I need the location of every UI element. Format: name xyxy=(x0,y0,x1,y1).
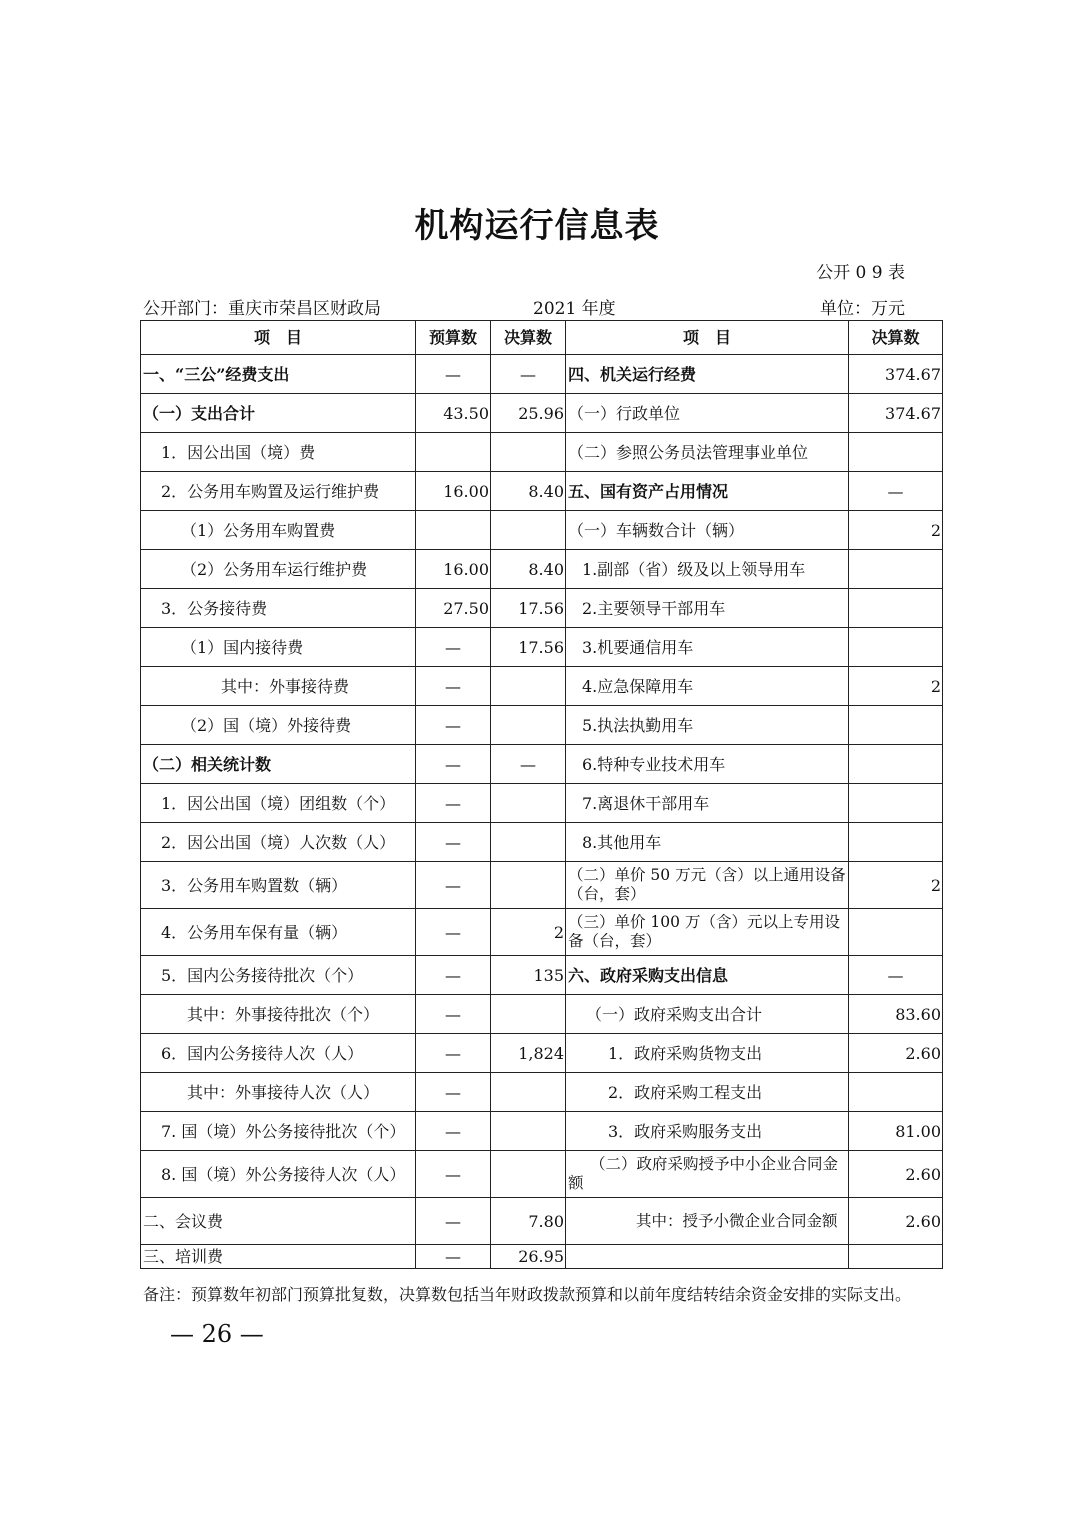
row-final: 17.56 xyxy=(491,628,566,667)
row-final: — xyxy=(491,745,566,784)
row-left-label: （2）公务用车运行维护费 xyxy=(141,550,416,589)
row-final xyxy=(491,1073,566,1112)
row-right-final: 2.60 xyxy=(849,1151,943,1198)
row-budget: — xyxy=(416,995,491,1034)
row-final xyxy=(491,706,566,745)
row-budget: — xyxy=(416,706,491,745)
row-right-final xyxy=(849,745,943,784)
row-final: 25.96 xyxy=(491,394,566,433)
table-row xyxy=(141,1245,943,1269)
row-right-final xyxy=(849,550,943,589)
page-title: 机构运行信息表 xyxy=(414,206,660,246)
row-right-final: 2.60 xyxy=(849,1034,943,1073)
row-budget: — xyxy=(416,1245,491,1269)
row-left-label: 2．因公出国（境）人次数（人） xyxy=(141,823,416,862)
row-left-label: 二、会议费 xyxy=(141,1198,416,1245)
row-budget xyxy=(416,433,491,472)
row-budget: 16.00 xyxy=(416,550,491,589)
row-right-label: （二）参照公务员法管理事业单位 xyxy=(566,433,849,472)
row-budget: — xyxy=(416,628,491,667)
row-budget: 27.50 xyxy=(416,589,491,628)
row-final: 1,824 xyxy=(491,1034,566,1073)
row-right-label: （二）单价 50 万元（含）以上通用设备（台，套） xyxy=(566,862,849,909)
page-number: — 26 — xyxy=(170,1320,264,1348)
row-right-label: 五、国有资产占用情况 xyxy=(566,472,849,511)
row-right-label: 六、政府采购支出信息 xyxy=(566,956,849,995)
row-right-label: （一）行政单位 xyxy=(566,394,849,433)
table-row xyxy=(141,472,943,511)
row-budget: — xyxy=(416,862,491,909)
table-row xyxy=(141,550,943,589)
table-row xyxy=(141,1112,943,1151)
row-left-label: 其中：外事接待人次（人） xyxy=(141,1073,416,1112)
row-final: 8.40 xyxy=(491,550,566,589)
row-budget: — xyxy=(416,784,491,823)
row-budget: — xyxy=(416,1034,491,1073)
table-row xyxy=(141,706,943,745)
table-row xyxy=(141,995,943,1034)
row-right-label: 2.主要领导干部用车 xyxy=(566,589,849,628)
row-right-final xyxy=(849,1245,943,1269)
row-left-label: （2）国（境）外接待费 xyxy=(141,706,416,745)
row-right-label: 四、机关运行经费 xyxy=(566,355,849,394)
row-right-label: （二）政府采购授予中小企业合同金额 xyxy=(566,1151,849,1198)
table-row xyxy=(141,628,943,667)
row-right-final xyxy=(849,628,943,667)
row-right-label: 2．政府采购工程支出 xyxy=(566,1073,849,1112)
row-right-label xyxy=(566,1245,849,1269)
row-budget: 43.50 xyxy=(416,394,491,433)
row-final xyxy=(491,667,566,706)
row-left-label: 三、培训费 xyxy=(141,1245,416,1269)
row-left-label: 8. 国（境）外公务接待人次（人） xyxy=(141,1151,416,1198)
row-budget: 16.00 xyxy=(416,472,491,511)
row-right-final: 2 xyxy=(849,862,943,909)
row-budget: — xyxy=(416,1112,491,1151)
row-right-label: 1.副部（省）级及以上领导用车 xyxy=(566,550,849,589)
row-right-final xyxy=(849,909,943,956)
row-final: 26.95 xyxy=(491,1245,566,1269)
row-budget: — xyxy=(416,667,491,706)
row-right-label: 3.机要通信用车 xyxy=(566,628,849,667)
header-final: 决算数 xyxy=(491,321,566,355)
row-left-label: 1．因公出国（境）团组数（个） xyxy=(141,784,416,823)
row-right-final: 83.60 xyxy=(849,995,943,1034)
info-table xyxy=(140,320,943,1269)
row-right-final xyxy=(849,589,943,628)
row-right-label: 8.其他用车 xyxy=(566,823,849,862)
row-right-final: — xyxy=(849,472,943,511)
row-final xyxy=(491,511,566,550)
row-right-label: 5.执法执勤用车 xyxy=(566,706,849,745)
table-header-row xyxy=(141,321,943,355)
table-row xyxy=(141,745,943,784)
row-right-final xyxy=(849,433,943,472)
row-budget: — xyxy=(416,355,491,394)
row-right-final: 374.67 xyxy=(849,355,943,394)
table-row xyxy=(141,1151,943,1198)
row-right-final: 81.00 xyxy=(849,1112,943,1151)
row-left-label: 6．国内公务接待人次（人） xyxy=(141,1034,416,1073)
row-left-label: 3．公务接待费 xyxy=(141,589,416,628)
table-row xyxy=(141,667,943,706)
row-left-label: （一）支出合计 xyxy=(141,394,416,433)
row-right-final: 2 xyxy=(849,667,943,706)
row-budget: — xyxy=(416,1073,491,1112)
row-left-label: （1）国内接待费 xyxy=(141,628,416,667)
row-budget: — xyxy=(416,956,491,995)
table-row xyxy=(141,355,943,394)
row-budget: — xyxy=(416,823,491,862)
footnote: 备注：预算数年初部门预算批复数，决算数包括当年财政拨款预算和以前年度结转结余资金安排的实际支出。 xyxy=(143,1285,912,1304)
row-left-label: 其中：外事接待费 xyxy=(141,667,416,706)
row-left-label: 2．公务用车购置及运行维护费 xyxy=(141,472,416,511)
row-budget: — xyxy=(416,745,491,784)
row-left-label: （1）公务用车购置费 xyxy=(141,511,416,550)
row-right-final xyxy=(849,706,943,745)
row-final: — xyxy=(491,355,566,394)
department-label: 公开部门：重庆市荣昌区财政局 xyxy=(143,299,381,319)
row-final: 8.40 xyxy=(491,472,566,511)
row-budget: — xyxy=(416,1198,491,1245)
row-final: 7.80 xyxy=(491,1198,566,1245)
row-final: 135 xyxy=(491,956,566,995)
row-left-label: 4．公务用车保有量（辆） xyxy=(141,909,416,956)
row-right-label: 3．政府采购服务支出 xyxy=(566,1112,849,1151)
row-right-final: 2.60 xyxy=(849,1198,943,1245)
row-right-final xyxy=(849,823,943,862)
table-row xyxy=(141,511,943,550)
row-final xyxy=(491,784,566,823)
row-right-label: （三）单价 100 万（含）元以上专用设备（台，套） xyxy=(566,909,849,956)
row-right-final: — xyxy=(849,956,943,995)
row-budget: — xyxy=(416,909,491,956)
table-row xyxy=(141,1198,943,1245)
unit-label: 单位：万元 xyxy=(820,299,905,319)
row-right-final: 374.67 xyxy=(849,394,943,433)
header-final-right: 决算数 xyxy=(849,321,943,355)
row-final xyxy=(491,862,566,909)
row-right-label: 4.应急保障用车 xyxy=(566,667,849,706)
row-right-final xyxy=(849,1073,943,1112)
table-row xyxy=(141,433,943,472)
row-final xyxy=(491,1112,566,1151)
year-label: 2021 年度 xyxy=(533,299,616,319)
table-row xyxy=(141,823,943,862)
row-right-final xyxy=(849,784,943,823)
row-left-label: 1．因公出国（境）费 xyxy=(141,433,416,472)
table-row xyxy=(141,394,943,433)
row-left-label: （二）相关统计数 xyxy=(141,745,416,784)
row-final: 2 xyxy=(491,909,566,956)
table-row xyxy=(141,956,943,995)
row-final: 17.56 xyxy=(491,589,566,628)
form-number: 公开 0 9 表 xyxy=(816,263,905,283)
row-right-label: （一）政府采购支出合计 xyxy=(566,995,849,1034)
row-right-label: （一）车辆数合计（辆） xyxy=(566,511,849,550)
row-right-label: 其中：授予小微企业合同金额 xyxy=(566,1198,849,1245)
row-left-label: 7. 国（境）外公务接待批次（个） xyxy=(141,1112,416,1151)
row-final xyxy=(491,433,566,472)
row-final xyxy=(491,823,566,862)
table-row xyxy=(141,909,943,956)
table-row xyxy=(141,1073,943,1112)
header-budget: 预算数 xyxy=(416,321,491,355)
row-budget xyxy=(416,511,491,550)
header-item-right: 项 目 xyxy=(566,321,849,355)
row-left-label: 一、“三公”经费支出 xyxy=(141,355,416,394)
row-budget: — xyxy=(416,1151,491,1198)
header-item-left: 项 目 xyxy=(141,321,416,355)
table-row xyxy=(141,589,943,628)
row-left-label: 其中：外事接待批次（个） xyxy=(141,995,416,1034)
row-final xyxy=(491,1151,566,1198)
row-right-label: 7.离退休干部用车 xyxy=(566,784,849,823)
table-row xyxy=(141,1034,943,1073)
row-right-final: 2 xyxy=(849,511,943,550)
row-right-label: 1．政府采购货物支出 xyxy=(566,1034,849,1073)
row-left-label: 3．公务用车购置数（辆） xyxy=(141,862,416,909)
table-row xyxy=(141,862,943,909)
row-left-label: 5．国内公务接待批次（个） xyxy=(141,956,416,995)
row-final xyxy=(491,995,566,1034)
row-right-label: 6.特种专业技术用车 xyxy=(566,745,849,784)
table-row xyxy=(141,784,943,823)
